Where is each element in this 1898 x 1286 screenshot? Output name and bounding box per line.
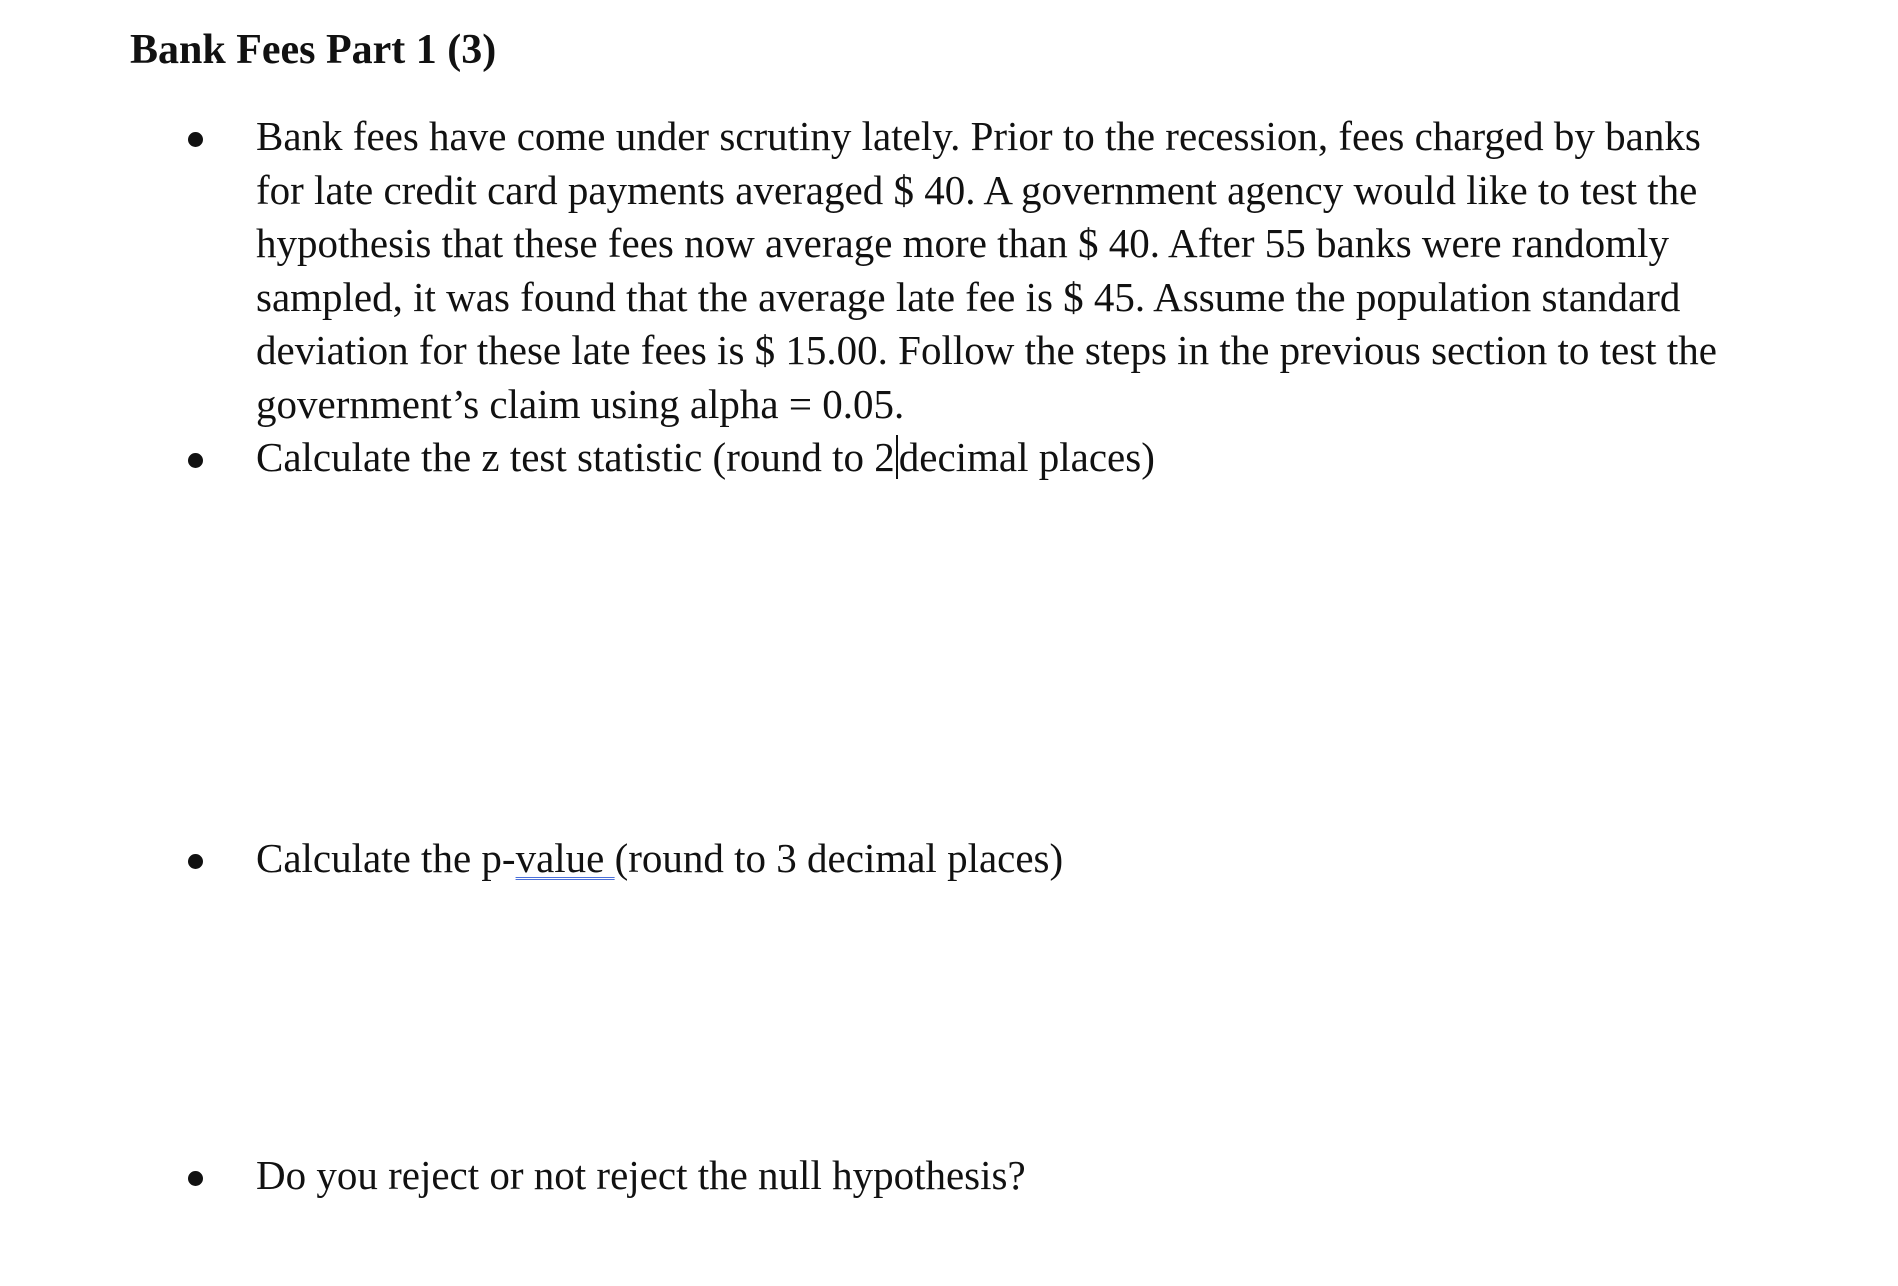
paragraph-line: for late credit card payments averaged $ 40. A government agency would like to test the xyxy=(256,166,1698,213)
hypothesis-decision-question[interactable]: Do you reject or not reject the null hypothesis? xyxy=(256,1152,1026,1198)
paragraph-line: government’s claim using alpha = 0.05. xyxy=(256,380,905,427)
spellcheck-underlined-text[interactable]: value xyxy=(515,835,615,881)
paragraph-line: hypothesis that these fees now average more than $ 40. After 55 banks were randomly xyxy=(256,220,1669,266)
bullet-icon xyxy=(188,132,203,147)
p-value-question[interactable] xyxy=(256,832,1816,886)
bullet-icon xyxy=(188,453,203,468)
paragraph-line: sampled, it was found that the average late fee is $ 45. Assume the population standard xyxy=(256,273,1681,320)
question-text: decimal places) xyxy=(898,434,1155,480)
document-title: Bank Fees Part 1 (3) xyxy=(130,27,497,73)
question-text: (round to 3 decimal places) xyxy=(614,835,1064,881)
bullet-icon xyxy=(188,1171,203,1186)
paragraph-line: deviation for these late fees is $ 15.00. Follow the steps in the previous section to test the xyxy=(256,327,1717,373)
z-statistic-question[interactable] xyxy=(256,431,1816,485)
question-text: Calculate the z test statistic (round to 2 xyxy=(256,434,895,480)
text-cursor-icon xyxy=(896,435,898,479)
problem-statement[interactable] xyxy=(256,110,1816,431)
bullet-icon xyxy=(188,854,203,869)
question-text: Calculate the p- xyxy=(256,835,516,881)
paragraph-line: Bank fees have come under scrutiny lately. Prior to the recession, fees charged by banks xyxy=(256,113,1701,159)
